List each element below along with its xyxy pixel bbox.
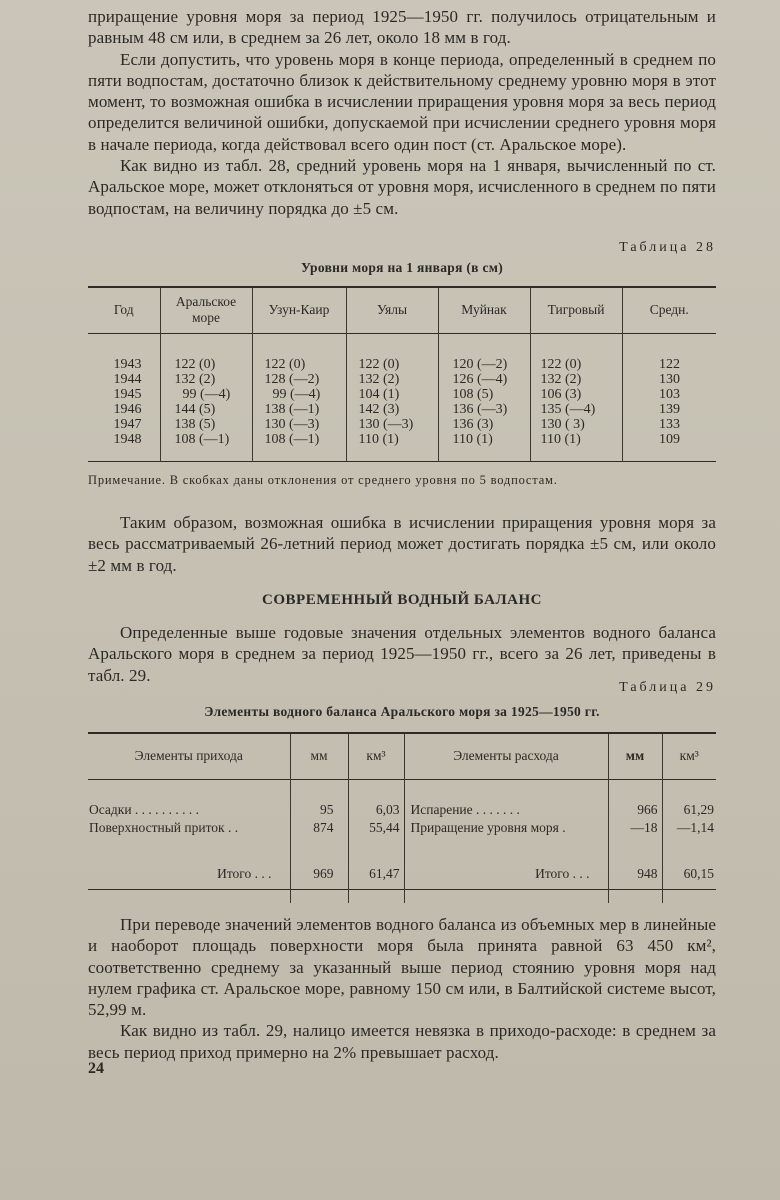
paragraph-7: Как видно из табл. 29, налицо имеется невязка в приходо-расходе: в среднем за весь период приход примерно на 2% превышает расход. — [88, 1021, 716, 1062]
paragraph-5: Определенные выше годовые значения отдельных элементов водного баланса Аральского моря в среднем за период 1925—1950 гг., всего за 26 лет, приведены в табл. 29. — [88, 623, 716, 685]
paragraph-4-block — [88, 512, 716, 576]
page-number: 24 — [88, 1060, 104, 1077]
table-row: 1945 99 (—4) 99 (—4) 104 (1) 108 (5) 106 (3) 103 — [88, 387, 716, 402]
table-29-title: Элементы водного баланса Аральского моря за 1925—1950 гг. — [204, 704, 600, 719]
paragraph-6: При переводе значений элементов водного баланса из объемных мер в линейные и наоборот площадь поверхности моря была принята равной 63 450 км², соответственно среднему за указанный выше период стоянию уровня моря над нулем графика ст. Аральское море, равному 150 см или, в Балтийской системе высот, 52,99 м. — [88, 915, 716, 1020]
table-total-row: Итого . . . 969 61,47 Итого . . . 948 60,15 — [88, 859, 716, 889]
table-29-number: Таблица 29 — [619, 680, 716, 695]
table-28-title: Уровни моря на 1 января (в см) — [300, 260, 504, 275]
table-28-block — [88, 240, 716, 489]
section-block — [88, 592, 716, 609]
table-29-header: Элементы расхода — [404, 733, 608, 779]
table-28-number: Таблица 28 — [619, 240, 716, 255]
table-row: 1946 144 (5) 138 (—1) 142 (3) 136 (—3) 135 (—4) 139 — [88, 402, 716, 417]
table-29 — [88, 732, 716, 903]
table-29-header: мм — [608, 733, 662, 779]
table-29-block — [88, 680, 716, 903]
paragraph-3: Как видно из табл. 28, средний уровень моря на 1 января, вычисленный по ст. Аральское море, может отклоняться от уровня моря, исчисленного в среднем по пяти водпостам, на величину порядка до ±5 см. — [88, 156, 716, 218]
table-29-header: мм — [290, 733, 348, 779]
paragraph-2: Если допустить, что уровень моря в конце периода, определенный в среднем по пяти водпостам, достаточно близок к действительному среднему уровню моря в этот момент, то возможная ошибка в исчислении приращения уровня моря за весь период определится величиной ошибки, допускаемой при исчислении среднего уровня моря в начале периода, когда действовал всего один пост (ст. Аральское море). — [88, 49, 716, 154]
table-28-note: Примечание. В скобках даны отклонения от среднего уровня по 5 водпостам. — [88, 472, 558, 487]
table-28-header: Уялы — [346, 287, 438, 333]
table-row: 1943 122 (0) 122 (0) 122 (0) 120 (—2) 122 (0) 122 — [88, 357, 716, 372]
paragraph-1: приращение уровня моря за период 1925—1950 гг. получилось отрицательным и равным 48 см или, в среднем за 26 лет, около 18 мм в год. — [88, 7, 716, 48]
table-29-header: км³ — [662, 733, 716, 779]
table-row: 1948 108 (—1) 108 (—1) 110 (1) 110 (1) 110 (1) 109 — [88, 432, 716, 447]
table-28-header: Узун-Каир — [252, 287, 346, 333]
table-28-header: Год — [113, 302, 134, 318]
table-29-header: Элементы прихода — [134, 748, 243, 764]
paragraph-5-block — [88, 622, 716, 686]
table-28 — [88, 286, 716, 462]
table-row: 1947 138 (5) 130 (—3) 130 (—3) 136 (3) 130 ( 3) 133 — [88, 417, 716, 432]
top-text-block — [88, 6, 716, 219]
table-row: Осадки . . . . . . . . . . 95 6,03 Испарение . . . . . . . 966 61,29 — [89, 802, 714, 817]
table-28-header: Муйнак — [438, 287, 530, 333]
table-row: Поверхностный приток . . 874 55,44 Приращение уровня моря . —18 —1,14 — [89, 820, 714, 835]
bottom-text-block — [88, 914, 716, 1063]
table-28-header: Аральское море — [160, 287, 252, 333]
table-29-header: км³ — [348, 733, 404, 779]
table-28-header: Тигровый — [530, 287, 622, 333]
table-row: 1944 132 (2) 128 (—2) 132 (2) 126 (—4) 132 (2) 130 — [88, 372, 716, 387]
section-title: СОВРЕМЕННЫЙ ВОДНЫЙ БАЛАНС — [262, 592, 542, 608]
paragraph-4: Таким образом, возможная ошибка в исчислении приращения уровня моря за весь рассматриваемый 26-летний период может достигать порядка ±5 см, или около ±2 мм в год. — [88, 513, 716, 575]
table-28-header: Средн. — [622, 287, 716, 333]
